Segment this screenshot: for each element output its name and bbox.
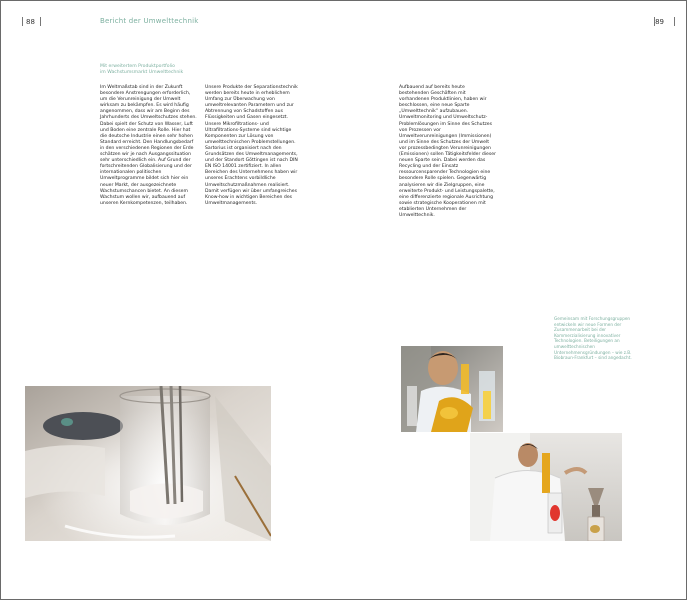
lab-glassware-photo [25, 386, 271, 541]
body-column-2: Unsere Produkte der Separationstechnik werden bereits heute in erheblichem Umfang zur Überwachung von umweltrelevanten Parametern und zur Abtrennung von Schadstoffen aus Flüssigkeiten und Gasen eingesetzt. Unsere Mikrofiltrations- und Ultrafiltrations-Systeme sind wichtige Komponenten zur Lösung von umwelttechnischen Problemstellungen. Sartorius ist organisiert nach den Grundsätzen des Umweltmanagements, und der Standort Göttingen ist nach DIN EN ISO 14001 zertifiziert. In allen Bereichen des Unternehmens haben wir unseres Erachtens vorbildliche Umweltschutzmaßnahmen realisiert. Damit verfügen wir über umfangreiches Know-how in wichtigen Bereichen des Umweltmanagements. [205, 85, 298, 206]
page-number-left: 88 [26, 18, 35, 26]
body-column-1: Im Weltmaßstab sind in der Zukunft besondere Anstrengungen erforderlich, um die Verunreinigung der Umwelt wirksam zu bekämpfen. Es wird häufig angenommen, dass wir am Beginn des Jahrhunderts des Umweltschutzes stehen. Dabei spielt der Schutz von Wasser, Luft und Boden eine zentrale Rolle. Hier hat die deutsche Industrie einen sehr hohen Standard erreicht. Den Handlungsbedarf in den verschiedenen Regionen der Erde schätzen wir je nach Ausgangssituation sehr unterschiedlich ein. Auf Grund der fortschreitenden Globalisierung und der internationalen politischen Umweltprogramme bildet sich hier ein neuer Markt, der ausgezeichnete Wachstumschancen bietet. An diesem Wachstum wollen wir, aufbauend auf unseren Kernkompetenzen, teilhaben. [100, 85, 197, 206]
margin-tick-left-2 [40, 17, 41, 26]
margin-tick-right-2 [674, 17, 675, 26]
photo-caption: Gemeinsam mit Forschungsgruppen entwickeln wir neue Formen der Zusammenarbeit bei der Kommerzialisierung innovativer Technologien. Beteiligungen an umwelttechnischen Unternehmensgründungen – wie z.B. Biobraun-Frankfurt – sind angedacht. [554, 316, 632, 361]
section-subheading [100, 64, 210, 76]
page-number-right: 89 [655, 18, 664, 26]
body-column-3: Aufbauend auf bereits heute bestehenden Geschäften mit vorhandenen Produktlinien, haben wir beschlossen, eine neue Sparte „Umwelttechnik“ aufzubauen. Umweltmonitoring und Umweltschutz-Problemlösungen im Sinne des Schutzes von Prozessen vor Umweltverunreinigungen (Immissionen) und im Sinne des Schutzes der Umwelt vor prozessbedingten Verunreinigungen (Emissionen) sollen Tätigkeitsfelder dieser neuen Sparte sein. Dabei werden das Recycling und der Einsatz ressourcensparender Technologien eine besondere Rolle spielen. Gegenwärtig analysieren wir die Zielgruppen, eine erweiterte Produkt- und Leistungspalette, eine differenzierte regionale Ausrichtung sowie strategische Kooperationen mit etablierten Unternehmen der Umwelttechnik. [399, 85, 496, 218]
subheading-line-2: im Wachstumsmarkt Umwelttechnik [100, 70, 184, 75]
margin-tick-left [22, 17, 23, 26]
running-title: Bericht der Umwelttechnik [100, 17, 199, 25]
chemist-filtering-photo [470, 433, 622, 541]
chemist-pouring-photo [401, 346, 503, 432]
subheading-line-1: Mit erweitertem Produktportfolio [100, 64, 175, 69]
